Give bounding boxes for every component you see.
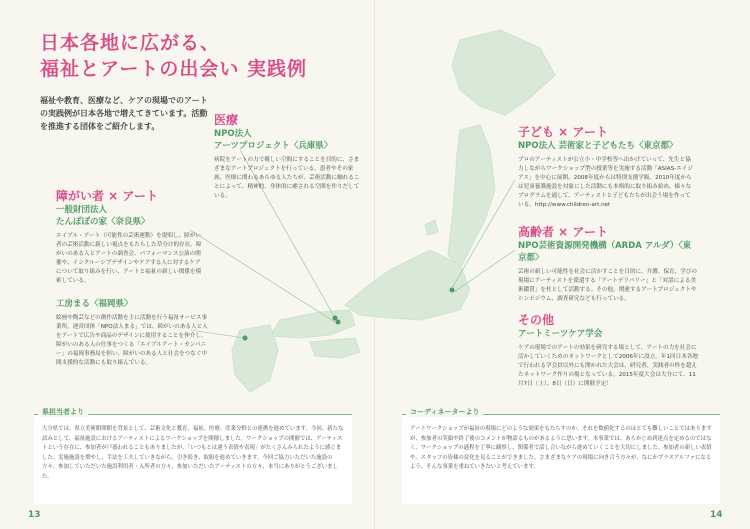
org-description: 芸術の新しい可能性を社会に活かすことを目的に、介護、保育、学びの現場にアーティストを派遣する「アートデリバリー」と「対話による美術鑑賞」を柱として活動する。その他、関連するアートプロジェクトやシンポジウム、調査研究なども行っている。 (518, 269, 698, 302)
box-heading: 県担当者より (38, 407, 88, 417)
map-shikoku (310, 338, 360, 358)
org-description: エイブル・アート（可能性の芸術運動）を提唱し、障がい者の芸術活動に新しい視点をもたらした草分け的存在。障がいのある人とアートの調査会、パフォーマンス公演の開催や、インクルーシブデザインやケアする人に対するケアについて取り組みを行い、アートと福祉の新しい関係を模索している。 (56, 233, 202, 284)
category-label: 子ども × アート (518, 125, 609, 139)
block-other (518, 312, 698, 389)
category-label: 高齢者 × アート (518, 225, 609, 239)
block-elderly (518, 224, 698, 304)
title-line2: 福祉とアートの出会い 実践例 (40, 58, 308, 80)
map-honshu-north (448, 125, 495, 270)
org-description: プロのアーティストが公立小・中学校等へ出かけていって、先生と協力しながらワークショップ型の授業等を実施する活動「ASIAS-エイジアス」を中心に展開。2008年度からは特別支援学級、2010年度からは児童養護施設を対象にした活動にも本格的に取り組み始め、様々なプログラムを通して、アーティストと子どもたちが出会う場を作っている。http://www.children-art.net (518, 157, 693, 208)
map-hokkaido (452, 30, 555, 115)
marker-fukuoka (243, 336, 248, 341)
box-coordinator-comment (402, 408, 720, 504)
map-sado (425, 220, 438, 235)
box-heading: コーディネーターより (406, 407, 483, 417)
org-name: NPO法人 アーツプロジェクト〈兵庫県〉 (214, 129, 333, 151)
org-description: ケアの現場でのアートの効果を研究する場として、アートの力を社会に活かしていくためのネットワークとして2006年に設立。年1回日本各地で行われる学会員以外にも開かれた大会は、研究者、実践者の枠を超えたネットワーク作りの場となっている。2015年度大会は大分にて、11月7日（土）、8日（日）に開催予定！ (518, 345, 699, 387)
org-name: NPO法人 芸術家と子どもたち〈東京都〉 (518, 141, 678, 151)
marker-nara (336, 320, 341, 325)
org-name: 工房まる〈福岡県〉 (56, 299, 133, 309)
category-label: その他 (518, 313, 555, 327)
block-disability (56, 188, 206, 286)
map-kyushu (232, 325, 278, 392)
category-label: 障がい者 × アート (56, 189, 159, 203)
category-label: 医療 (214, 113, 239, 127)
intro-text: 福祉や教育、医療など、ケアの現場でのアートの実践例が日本各地で増えてきています。活動を推進する団体をご紹介します。 (40, 96, 208, 131)
org-name: 一般財団法人 たんぽぽの家〈奈良県〉 (56, 205, 150, 227)
marker-tokyo (450, 288, 455, 293)
page-number-left: 13 (28, 510, 41, 520)
block-children (518, 124, 696, 210)
box-text: アートワークショップが福祉の現場にどのような効果をもたらすのか。それを数値化するのはとても難しいことではありますが、参加者の笑顔や終了後のコメントが物語るものがあるように思います。本事業では、あらかじめ到達点を定めるのではなく、ワークショップの過程を丁寧に観察し、関係者で話し合いながら進めていくことを大切にしました。参加者の新しい表情や、スタッフの皆様の変化を見ることができました。さまざまなケアの現場に向き合う方々が、なにかプラスアルファになるよう、そんな事業を重ねていきたいと考えています。 (410, 426, 712, 470)
map-honshu-central (345, 250, 470, 320)
org-name: NPO芸術資源開発機構（ARDA アルダ）〈東京都〉 (518, 241, 692, 263)
map-honshu-west (270, 310, 355, 338)
org-description: 絵画や陶芸などの創作活動を主に活動を行う福祉サービス事業所。運営団体「NPO法人まる」では、障がいのある人と人をアートで広告や商品のデザインに使用することを仲介し、障がいのある人の仕事をつくる「エイブルアート・カンパニー」の福岡事務局を担い、障がいのある人と社会をつなぐ中間支援的な活動にも取り組んでいる。 (56, 315, 208, 366)
org-name: アートミーツケア学会 (518, 329, 603, 339)
leader-disability (190, 230, 335, 322)
page-number-right: 14 (710, 510, 723, 520)
title-line1: 日本各地に広がる、 (40, 32, 221, 54)
box-prefecture-comment (34, 408, 352, 504)
block-workshop (56, 298, 208, 368)
page-title (40, 30, 307, 82)
box-text: 大分県では、県立美術館開館を背景として、芸術文化と教育、福祉、医療、産業分野との連携を進めています。今回、新たな試みとして、福祉施設におけるアーティストによるワークショップを開催しました。ワークショップの開催では、アーティストという存在に、参加者が戸惑われることもありましたが、「いつもとは違う表情や表現」がたくさんみられたように感じました。実施施設を増やし、手法を工夫していきながら、引き続き、取組を進めていきます。今回ご協力いただいた施設の方々、参加していただいた施設利用者・入所者の方々、参加いただいたアーティストの方々、本当にありがとうございました。 (42, 426, 344, 480)
marker-hyogo (333, 316, 338, 321)
block-medical (214, 112, 364, 201)
org-description: 病院をアートの力で優しい空間にすることを目的に、さまざまなアートプロジェクトを行っている。患者やその家族、医療に関わるあらゆる人たちが、芸術活動に触れることによって、精神的、身体的に癒される空間を作りだしている。 (214, 157, 360, 199)
